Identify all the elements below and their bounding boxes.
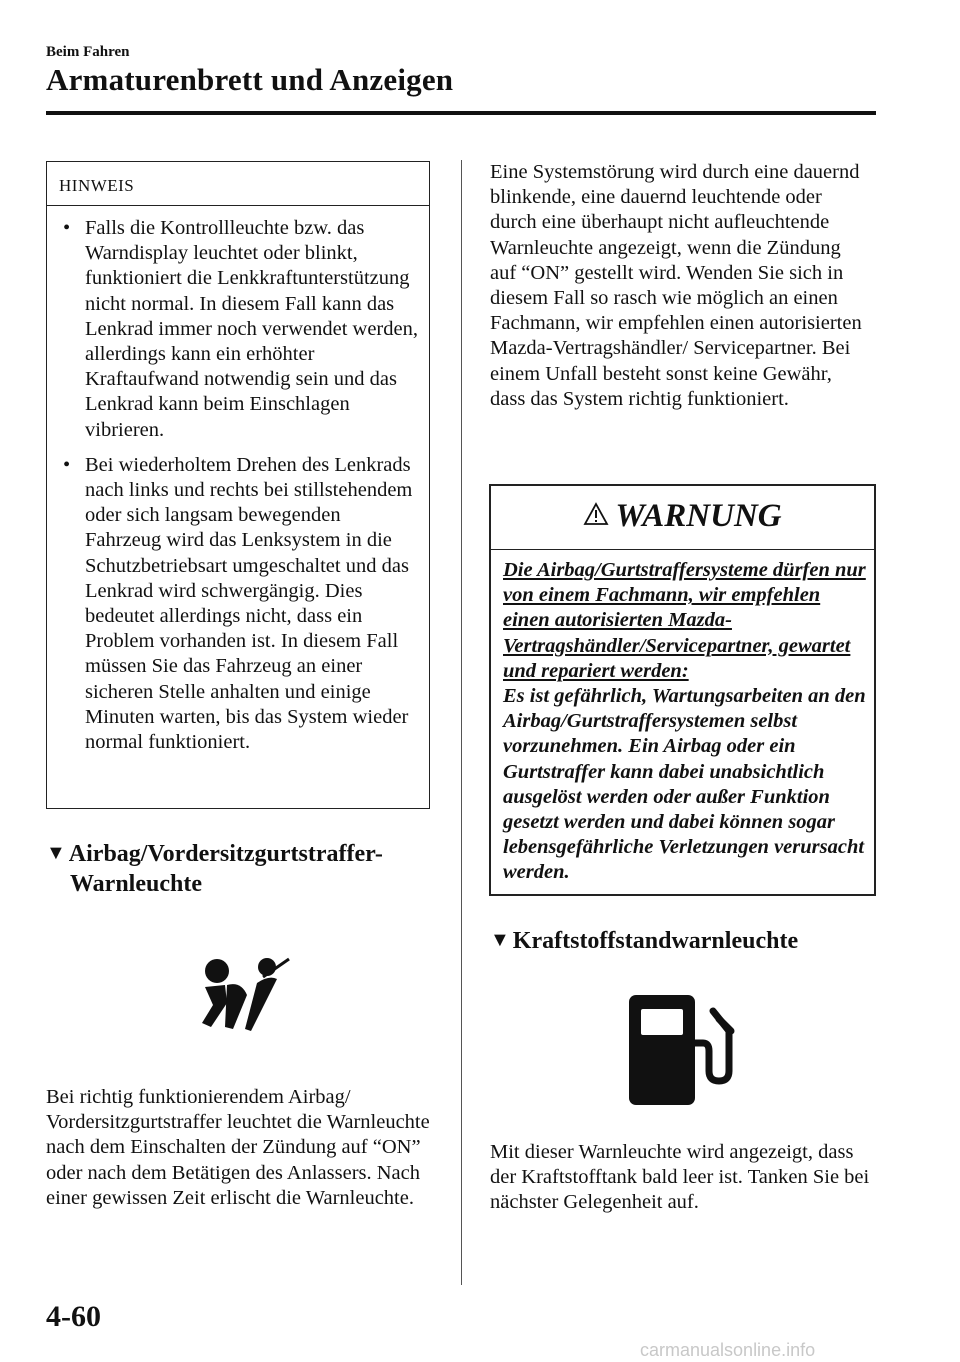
note-item-text: Bei wiederholtem Drehen des Lenkrads nach links und rechts bei stillstehendem oder sich langsam bewegenden Fahrzeug wird das Lenksystem in die Schutzbetriebsart umgeschaltet und das Lenkrad wird schwergängig. Dies bedeutet allerdings nicht, dass ein Problem vorhanden ist. In diesem Fall müssen Sie das Fahrzeug an einer sicheren Stelle anhalten und einige Minuten warten, bis das System wieder normal funktioniert. [85, 453, 413, 754]
triangle-down-icon: ▼ [490, 929, 510, 951]
fuel-heading: ▼ Kraftstoffstandwarnleuchte [490, 925, 870, 956]
section-label: Beim Fahren [46, 44, 130, 60]
watermark: carmanualsonline.info [640, 1340, 816, 1360]
warning-body [491, 550, 874, 886]
bullet-icon: • [63, 453, 71, 476]
column-divider [461, 160, 462, 1285]
triangle-down-icon: ▼ [46, 842, 66, 864]
header-rule [46, 111, 876, 115]
airbag-heading: ▼ Airbag/Vordersitzgurtstraffer- Warnleuchte [46, 838, 436, 899]
bullet-icon: • [63, 217, 71, 239]
system-fault-text: Eine Systemstörung wird durch eine dauernd blinkende, eine dauernd leuchtende oder durch eine überhaupt nicht aufleuchtende Warnleuchte angezeigt, wenn die Zündung auf “ON” gestellt wird. Wenden Sie sich in diesem Fall so rasch wie möglich an einen Fachmann, wir empfehlen einen autorisierten Mazda-Vertragshändler/ Servicepartner. Bei einem Unfall besteht sonst keine Gewähr, dass das System richtig funktioniert. [490, 161, 862, 410]
note-body [47, 206, 429, 755]
note-item-text: Falls die Kontrollleuchte bzw. das Warndisplay leuchtet oder blinkt, funktioniert die Lenkkraftunterstützung nicht normal. In diesem Fall kann das Lenkrad immer noch verwendet werden, allerdings kann ein erhöhter Kraftaufwand notwendig sein und das Lenkrad kann beim Einschlagen vibrieren. [85, 217, 418, 441]
note-title: HINWEIS [47, 162, 429, 206]
note-item [59, 453, 421, 755]
warning-header [491, 486, 874, 550]
warning-text: Es ist gefährlich, Wartungsarbeiten an den Airbag/Gurtstraffersystemen selbst vorzunehmen. Ein Airbag oder ein Gurtstraffer kann dabei unabsichtlich ausgelöst werden oder außer Funktion gesetzt werden und dabei können sogar lebensgefährliche Verletzungen verursacht werden. [503, 685, 866, 884]
warning-box [489, 484, 876, 896]
warning-title: WARNUNG [615, 498, 782, 534]
note-item [59, 216, 421, 443]
chapter-title: Armaturenbrett und Anzeigen [46, 62, 454, 97]
airbag-text: Bei richtig funktionierendem Airbag/ Vordersitzgurtstraffer leuchtet die Warnleuchte nach dem Einschalten der Zündung auf “ON” oder nach dem Betätigen des Anlassers. Nach einer gewissen Zeit erlischt die Warnleuchte. [46, 1086, 430, 1209]
fuel-text: Mit dieser Warnleuchte wird angezeigt, dass der Kraftstofftank bald leer ist. Tanken Sie bei nächster Gelegenheit auf. [490, 1141, 870, 1214]
warning-underlined-text: Die Airbag/Gurtstraffersysteme dürfen nur von einem Fachmann, wir empfehlen einen autorisierten Mazda-Vertragshändler/Servicepartner, gewartet und repariert werden: [503, 559, 866, 682]
warning-triangle-icon [583, 502, 609, 531]
note-box [46, 161, 430, 809]
page-number: 4-60 [46, 1300, 101, 1333]
airbag-warning-icon [197, 955, 293, 1035]
fuel-pump-icon [625, 985, 745, 1105]
